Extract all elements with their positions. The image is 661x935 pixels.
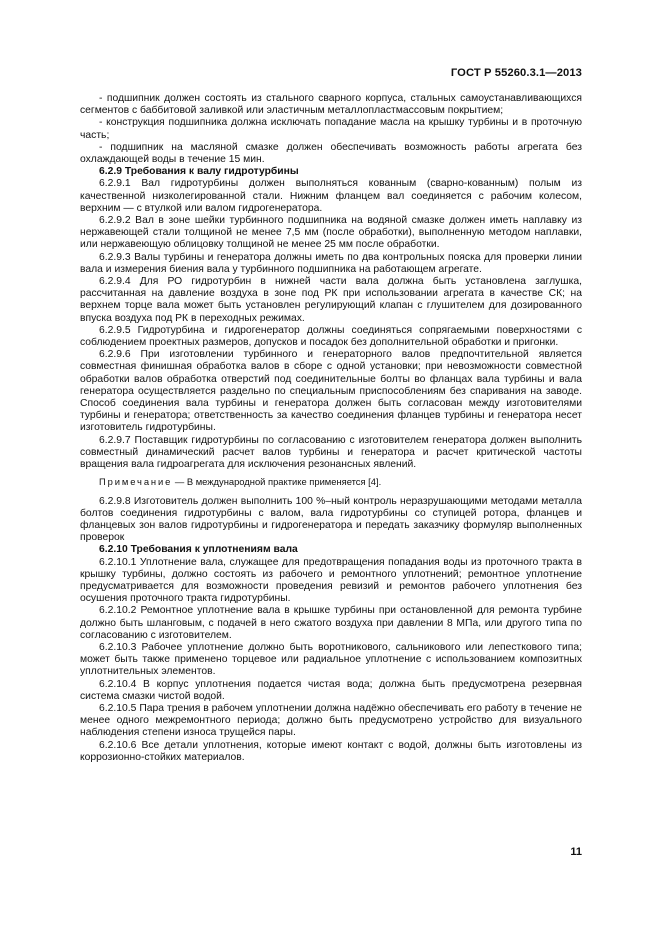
page-number: 11 [570, 846, 582, 858]
paragraph: 6.2.10.6 Все детали уплотнения, которые имеют контакт с водой, должны быть изготовлены из коррозионно-стойких материалов. [80, 739, 582, 763]
paragraph: 6.2.10.5 Пара трения в рабочем уплотнении должна надёжно обеспечивать его работу в течение не менее одного межремонтного периода; должно быть предусмотрено устройство для визуального наблюдения степени износа трущейся пары. [80, 702, 582, 739]
paragraph: 6.2.10.4 В корпус уплотнения подается чистая вода; должна быть предусмотрена резервная система смазки чистой водой. [80, 678, 582, 702]
paragraph: 6.2.9.3 Валы турбины и генератора должны иметь по два контрольных пояска для проверки линии вала и измерения биения вала у турбинного подшипника на работающем агрегате. [80, 251, 582, 275]
paragraph: 6.2.9.7 Поставщик гидротурбины по согласованию с изготовителем генератора должен выполнить совместный динамический расчет валов турбины и генератора и расчет критической частоты вращения вала гидроагрегата для исключения резонансных явлений. [80, 434, 582, 471]
note-label: Примечание [99, 476, 173, 488]
paragraph: 6.2.10.1 Уплотнение вала, служащее для предотвращения попадания воды из проточного тракта в крышку турбины, должно состоять из рабочего и ремонтного уплотнений; ремонтное уплотнение предусматривается для возможности проведения ревизий и ремонтов рабочего уплотнения без осушения проточного тракта гидротурбины. [80, 556, 582, 605]
paragraph: - подшипник должен состоять из стального сварного корпуса, стальных самоустанавливающихся сегментов с баббитовой заливкой или эластичным металлопластмассовым покрытием; [80, 93, 582, 117]
paragraph: 6.2.9.6 При изготовлении турбинного и генераторного валов предпочтительной является совместная финишная обработка валов в сборе с одной установки; при невозможности совместной обработки валов обработка отверстий под соединительные болты во фланцах вала турбины и вала генератора осуществляется раздельно по специальным приспособлениям без спаривания на заводе. Способ соединения вала турбины и генератора должен быть согласован между изготовителями турбины и генератора; ответственность за качество соединения фланцев турбины и генератора несет изготовитель гидротурбины. [80, 349, 582, 434]
note [80, 476, 582, 488]
paragraph: - подшипник на масляной смазке должен обеспечивать возможность работы агрегата без охлаждающей воды в течение 15 мин. [80, 141, 582, 166]
paragraph: 6.2.10.3 Рабочее уплотнение должно быть воротникового, сальникового или лепесткового типа; может быть также применено торцевое или радиальное уплотнение с использованием композитных уплотнительных элементов. [80, 641, 582, 678]
note-text: — В международной практике применяется [4]. [172, 476, 382, 488]
paragraph: 6.2.9.4 Для РО гидротурбин в нижней части вала должна быть установлена заглушка, рассчитанная на давление воздуха в зоне под РК при использовании агрегата в качестве СК; на верхнем торце вала может быть установлен регулирующий клапан с глушителем для дозированного впуска воздуха под РК в переходных режимах. [80, 276, 582, 324]
section-heading-6-2-9: 6.2.9 Требования к валу гидротурбины [99, 166, 299, 178]
paragraph: 6.2.9.8 Изготовитель должен выполнить 100 %–ный контроль неразрушающими методами металла болтов соединения гидротурбины с валом, вала гидротурбины со ступицей ротора, фланцев и фланцевых зон валов гидротурбины и гидрогенератора и передать заказчику формуляр выполненных проверок [80, 495, 582, 544]
paragraph: 6.2.9.5 Гидротурбина и гидрогенератор должны соединяться сопрягаемыми поверхностями с соблюдением проектных размеров, допусков и посадок без дополнительной обработки и пригонки. [80, 324, 582, 349]
paragraph: 6.2.9.2 Вал в зоне шейки турбинного подшипника на водяной смазке должен иметь наплавку из нержавеющей стали толщиной не менее 7,5 мм (после обработки), выполненную методом наплавки, или нержавеющую облицовку толщиной не менее 25 мм после обработки. [80, 215, 582, 251]
document-header: ГОСТ Р 55260.3.1—2013 [450, 67, 582, 79]
paragraph: 6.2.10.2 Ремонтное уплотнение вала в крышке турбины при остановленной для ремонта турбине должно быть шланговым, с подачей в него сжатого воздуха при давлении 8 МПа, или другого типа по согласованию с изготовителем. [80, 605, 582, 641]
paragraph: - конструкция подшипника должна исключать попадание масла на крышку турбины и в проточную часть; [80, 117, 582, 141]
paragraph: 6.2.9.1 Вал гидротурбины должен выполняться кованным (сварно-кованным) полым из качественной низколегированной стали. Нижним фланцем вал соединяется с рабочим колесом, верхним — с втулкой или валом гидрогенератора. [80, 178, 582, 214]
section-heading-6-2-10: 6.2.10 Требования к уплотнениям вала [99, 544, 298, 556]
document-body [80, 93, 582, 764]
